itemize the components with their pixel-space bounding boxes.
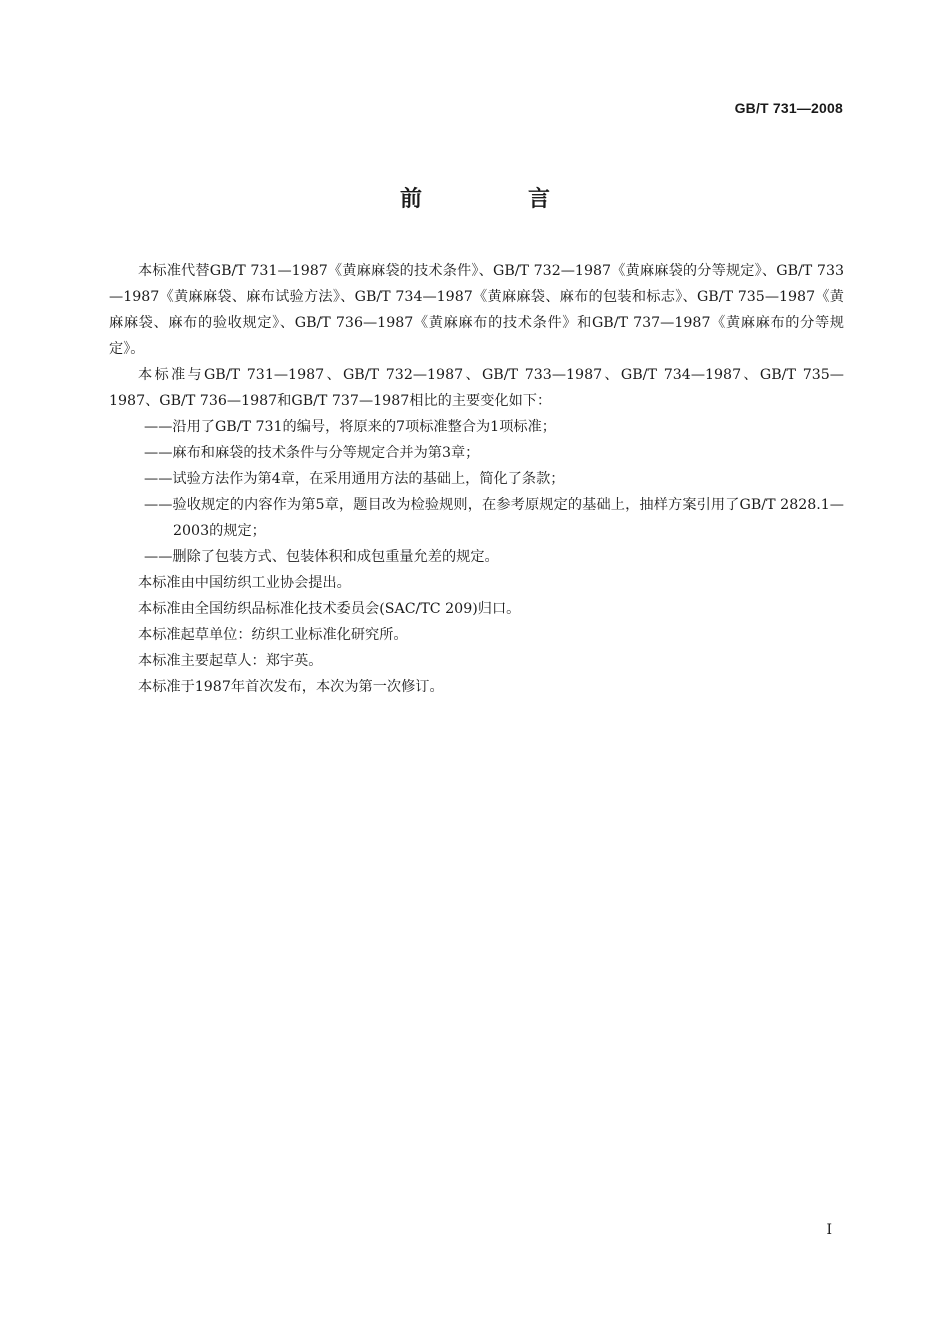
change-item: ——沿用了GB/T 731的编号，将原来的7项标准整合为1项标准； [144, 419, 556, 435]
paragraph-committee: 本标准由全国纺织品标准化技术委员会(SAC/TC 209)归口。 [138, 601, 521, 617]
change-item: ——麻布和麻袋的技术条件与分等规定合并为第3章； [144, 445, 480, 461]
paragraph-replacement: 本标准代替GB/T 731—1987《黄麻麻袋的技术条件》、GB/T 732—1987《黄麻麻袋的分等规定》、GB/T 733—1987《黄麻麻袋、麻布试验方法》、GB/T 734—1987《黄麻麻袋、麻布的包装和标志》、GB/T 735—1987《黄麻麻袋、麻布的验收规定》、GB/T 736—1987《黄麻麻布的技术条件》和GB/T 737—1987《黄麻麻布的分等规定》。 [109, 263, 844, 357]
change-item: ——验收规定的内容作为第5章，题目改为检验规则，在参考原规定的基础上，抽样方案引用了GB/T 2828.1—2003的规定； [144, 497, 844, 539]
paragraph-history: 本标准于1987年首次发布，本次为第一次修订。 [138, 679, 444, 695]
page-title: 前 言 [399, 187, 592, 212]
page-number: I [826, 1222, 832, 1238]
change-item: ——删除了包装方式、包装体积和成包重量允差的规定。 [144, 549, 499, 565]
change-item: ——试验方法作为第4章，在采用通用方法的基础上，简化了条款； [144, 471, 565, 487]
paragraph-proposer: 本标准由中国纺织工业协会提出。 [138, 575, 351, 591]
paragraph-drafters: 本标准主要起草人：郑宇英。 [138, 653, 323, 669]
paragraph-comparison: 本标准与GB/T 731—1987、GB/T 732—1987、GB/T 733—1987、GB/T 734—1987、GB/T 735—1987、GB/T 736—1987和GB/T 737—1987相比的主要变化如下： [109, 367, 844, 409]
document-body [109, 258, 844, 700]
standard-code-header: GB/T 731—2008 [734, 100, 843, 116]
paragraph-drafting-unit: 本标准起草单位：纺织工业标准化研究所。 [138, 627, 408, 643]
